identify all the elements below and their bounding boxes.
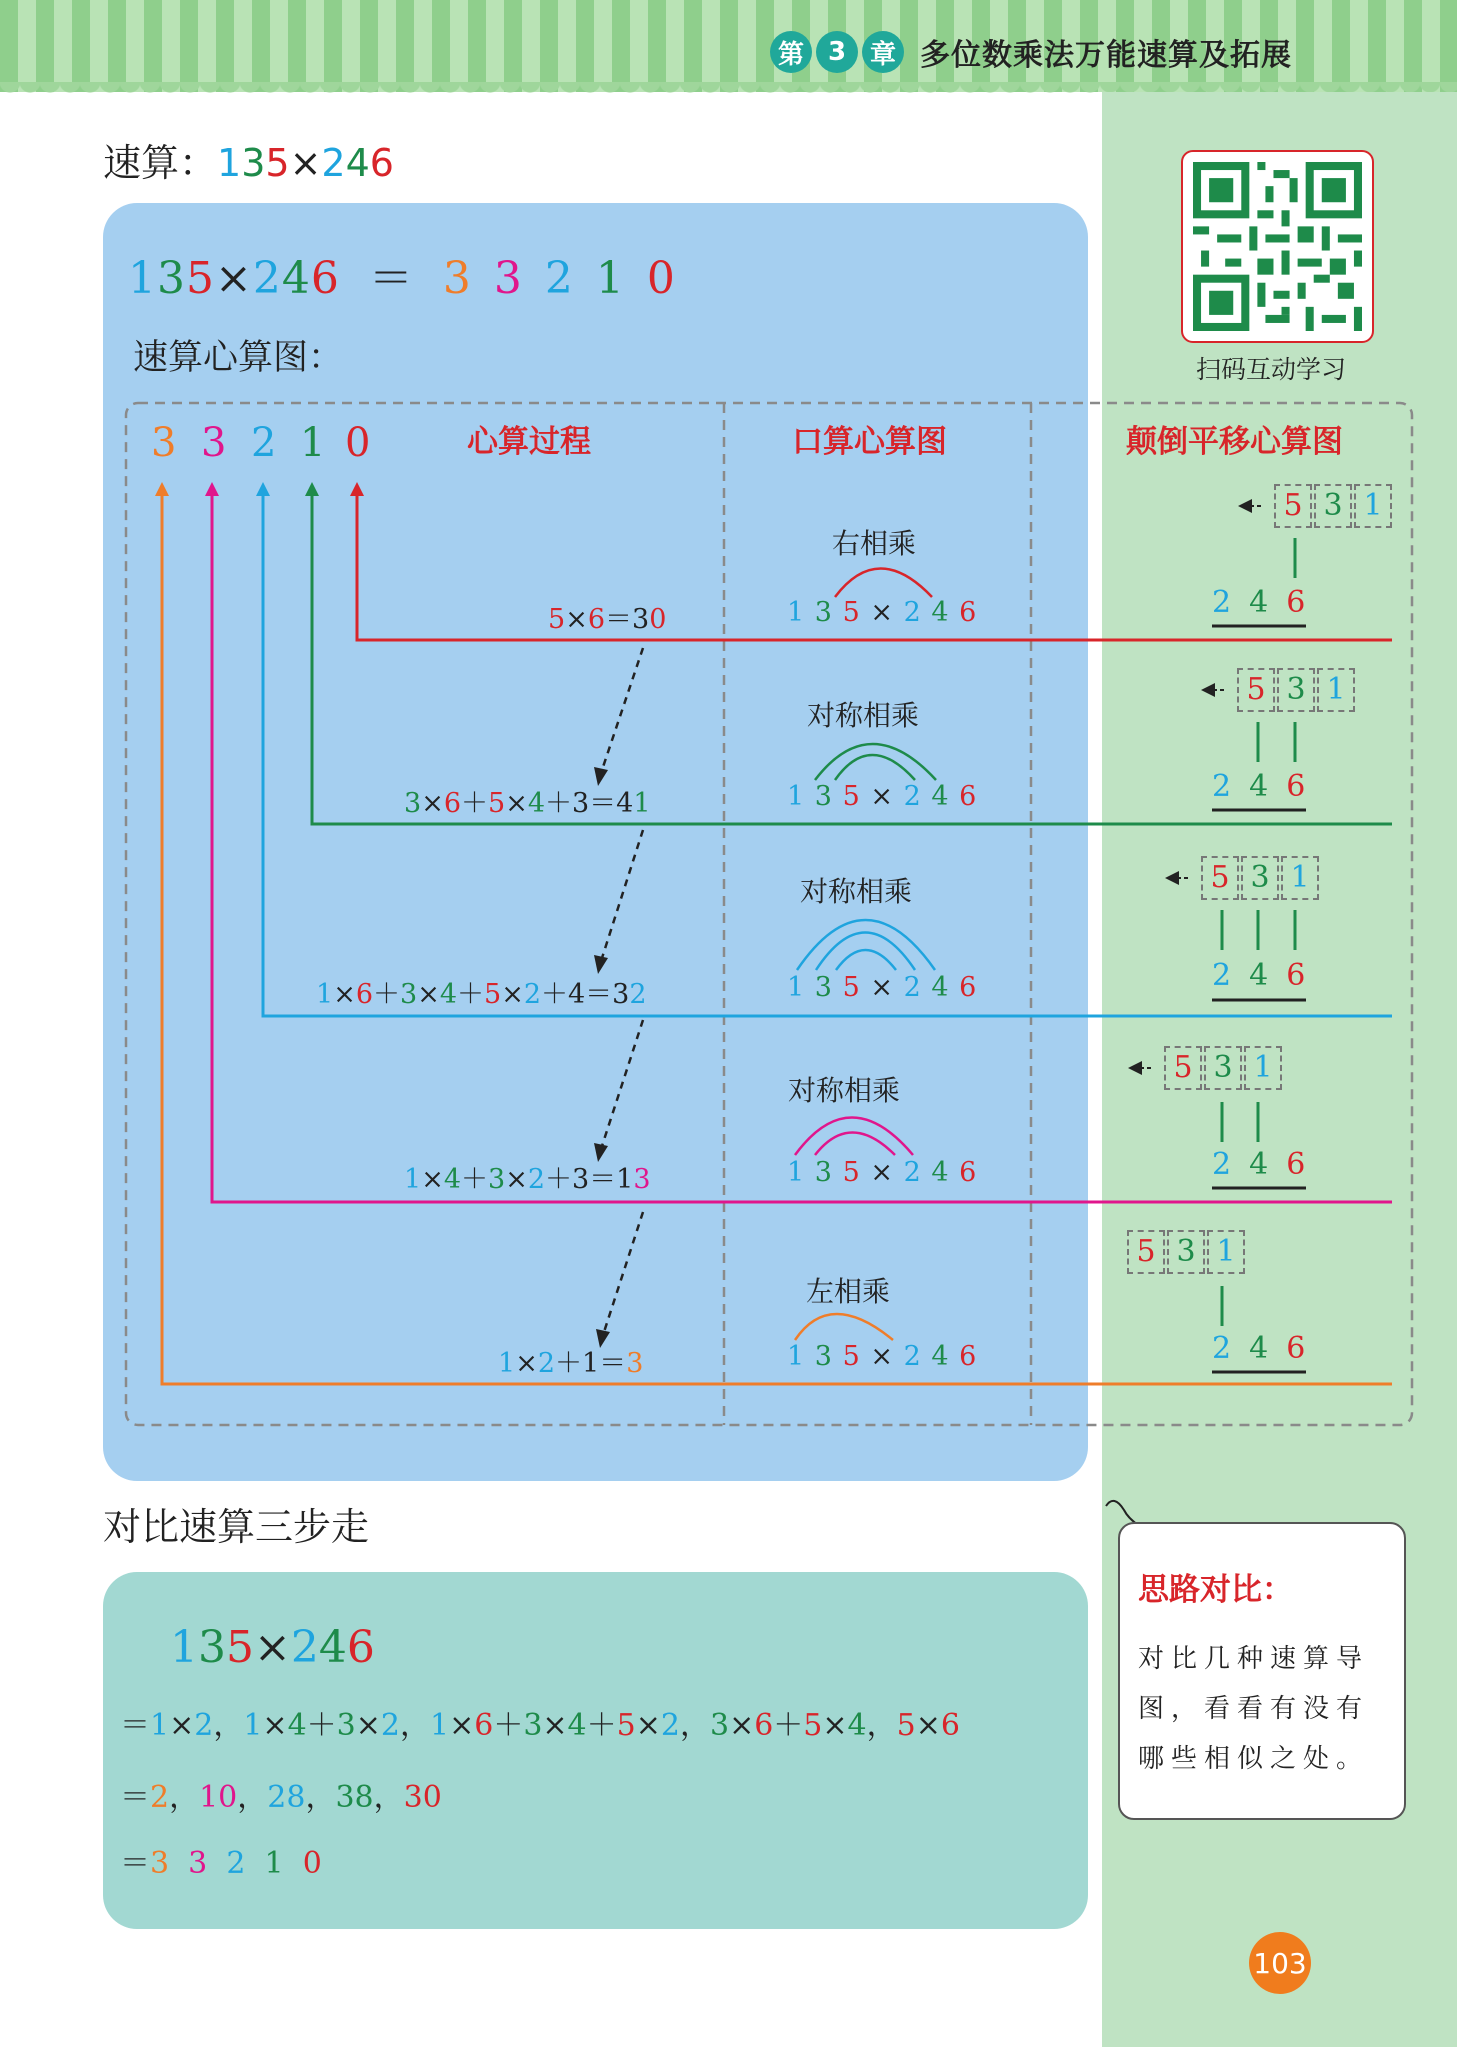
chapter-title: 多位数乘法万能速算及拓展 <box>920 38 1292 73</box>
flip-bottom-5: 246 <box>1212 1331 1324 1366</box>
step-calc-1: 5×6＝30 <box>548 604 667 635</box>
result-digit-4: 1 <box>300 420 326 466</box>
step-calc-2: 3×6＋5×4＋3＝41 <box>404 788 651 819</box>
main-eq-digit-5: 0 <box>646 253 676 304</box>
compare-line-4: ＝3 3 2 1 0 <box>120 1846 322 1881</box>
page-number: 103 <box>1249 1932 1311 1994</box>
mul-label-2: 对称相乘 <box>807 699 920 732</box>
mul-nums-2: 1 3 5 × 2 4 6 <box>787 781 978 812</box>
col-header-flip: 颠倒平移心算图 <box>1126 424 1343 460</box>
main-eq-digit-2: 3 <box>493 253 523 304</box>
main-eq-digit-3: 2 <box>544 253 574 304</box>
heading-n2-d2: 4 <box>345 141 370 185</box>
step-calc-5: 1×2＋1＝3 <box>498 1348 644 1379</box>
main-eq-digit-1: 3 <box>442 253 472 304</box>
result-digit-5: 0 <box>345 420 371 466</box>
note-title: 思路对比： <box>1138 1572 1293 1608</box>
flip-bottom-2: 246 <box>1212 769 1324 804</box>
main-eq-digit-4: 1 <box>595 253 625 304</box>
heading-n2-d1: 2 <box>321 141 346 185</box>
heading-n1-d3: 5 <box>265 141 290 185</box>
heading-n2-d3: 6 <box>369 141 394 185</box>
step-calc-3: 1×6＋3×4＋5×2＋4＝32 <box>316 979 647 1010</box>
main-equation: 135×246 ＝ 3 3 2 1 0 <box>128 253 676 304</box>
compare-line-1: 135×246 <box>170 1622 375 1673</box>
mul-label-4: 对称相乘 <box>788 1074 901 1107</box>
compare-line-3: ＝2，10，28，38，30 <box>120 1780 442 1815</box>
section-title-compare: 对比速算三步走 <box>103 1505 370 1549</box>
step-calc-4: 1×4＋3×2＋3＝13 <box>404 1164 651 1195</box>
col-header-oral: 口算心算图 <box>792 424 947 460</box>
chapter-number: 3 <box>816 31 858 73</box>
flip-bottom-3: 246 <box>1212 958 1324 993</box>
qr-label: 扫码互动学习 <box>1196 355 1347 384</box>
heading-n1-d2: 3 <box>241 141 266 185</box>
flip-boxes-1: 5 3 1 <box>1274 484 1394 528</box>
chapter-prefix: 第 <box>770 31 812 73</box>
mul-nums-4: 1 3 5 × 2 4 6 <box>787 1157 978 1188</box>
flip-boxes-4: 5 3 1 <box>1164 1046 1284 1090</box>
heading-n1-d1: 1 <box>217 141 242 185</box>
diagram-label: 速算心算图： <box>133 338 344 378</box>
mul-label-1: 右相乘 <box>832 527 917 560</box>
result-digit-1: 3 <box>151 420 177 466</box>
flip-boxes-5: 5 3 1 <box>1127 1230 1247 1274</box>
result-digit-3: 2 <box>251 420 277 466</box>
chapter-suffix: 章 <box>862 31 904 73</box>
note-body: 对比几种速算导图，看看有没有哪些相似之处。 <box>1138 1644 1370 1774</box>
mul-nums-3: 1 3 5 × 2 4 6 <box>787 972 978 1003</box>
heading-op: × <box>289 141 322 185</box>
flip-boxes-3: 5 3 1 <box>1201 856 1321 900</box>
mul-label-3: 对称相乘 <box>800 875 913 908</box>
flip-bottom-1: 246 <box>1212 585 1324 620</box>
heading-label: 速算： <box>103 141 218 185</box>
result-digit-2: 3 <box>201 420 227 466</box>
thinking-note <box>1118 1522 1406 1820</box>
col-header-process: 心算过程 <box>467 424 591 460</box>
flip-boxes-2: 5 3 1 <box>1237 668 1357 712</box>
main-eq-sign: ＝ <box>368 253 414 304</box>
compare-line-2: ＝1×2，1×4＋3×2，1×6＋3×4＋5×2，3×6＋5×4，5×6 <box>120 1708 960 1743</box>
mul-nums-5: 1 3 5 × 2 4 6 <box>787 1341 978 1372</box>
flip-bottom-4: 246 <box>1212 1147 1324 1182</box>
mul-nums-1: 1 3 5 × 2 4 6 <box>787 597 978 628</box>
mul-label-5: 左相乘 <box>806 1275 891 1308</box>
